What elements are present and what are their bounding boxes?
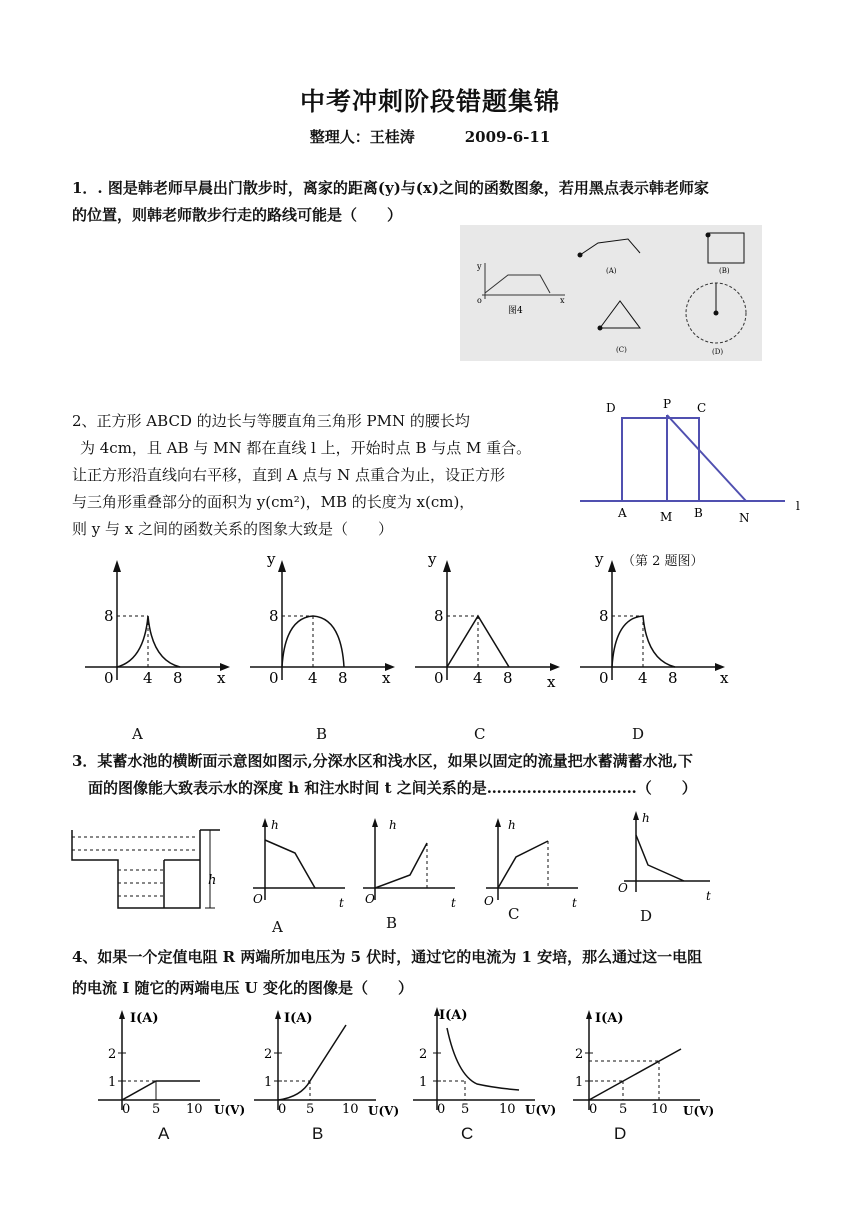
compiler: 整理人：王桂涛	[309, 128, 415, 146]
q4-c-ylabel: I(A)	[439, 1008, 468, 1023]
q4-option-d: D	[614, 1124, 627, 1143]
q2-option-d: D	[632, 725, 645, 743]
q2-graph-a	[80, 550, 250, 690]
q3-d-t: t	[706, 889, 711, 903]
q2-b-ytick: 8	[269, 607, 279, 625]
q1-line1: 1．. 图是韩老师早晨出门散步时，离家的距离(y)与(x)之间的函数图象，若用黑点表示韩老师家	[72, 179, 709, 197]
q1-axis-y: y	[477, 262, 482, 271]
q1-origin: o	[477, 296, 482, 305]
q4-c-ytick1: 1	[419, 1075, 428, 1090]
q3-b-h: h	[389, 818, 397, 832]
q2-d-xlabel: x	[720, 669, 729, 687]
q3-d-h: h	[642, 811, 650, 825]
q4-d-xlabel: U(V)	[683, 1104, 715, 1118]
q3-b-t: t	[451, 896, 456, 910]
q2-graph-b	[245, 550, 415, 690]
q2-option-a: A	[132, 725, 143, 743]
q1-option-d: (D)	[712, 348, 724, 356]
q4-d-xtick0: 0	[589, 1102, 598, 1117]
q4-c-xtick10: 10	[499, 1102, 516, 1117]
q4-c-xlabel: U(V)	[525, 1103, 557, 1117]
q2-d-ylabel: y	[595, 550, 604, 568]
q1-option-c: (C)	[616, 346, 627, 354]
q2-c-xlabel: x	[547, 673, 556, 690]
q4-a-ytick2: 2	[108, 1047, 117, 1062]
q4-a-ylabel: I(A)	[130, 1011, 159, 1026]
q2-point-n: N	[739, 511, 750, 525]
q4-d-xtick5: 5	[619, 1102, 628, 1117]
q3-option-a: A	[272, 918, 283, 936]
q4-d-ytick2: 2	[575, 1047, 584, 1062]
q4-graph-a	[90, 1005, 255, 1125]
q2-point-d: D	[606, 401, 616, 415]
q2-option-b: B	[316, 725, 328, 743]
q4-a-ytick1: 1	[108, 1075, 117, 1090]
q2-a-xlabel: x	[217, 669, 226, 687]
q3-pool-figure	[60, 810, 240, 920]
q2-b-ylabel: y	[267, 550, 276, 568]
q2-b-xtick4: 4	[308, 669, 318, 687]
q4-a-xtick5: 5	[152, 1102, 161, 1117]
q1-option-a: (A)	[606, 267, 617, 275]
q4-b-ytick2: 2	[264, 1047, 273, 1062]
q2-point-m: M	[660, 510, 673, 524]
q4-d-xtick10: 10	[651, 1102, 668, 1117]
q2-a-origin: 0	[104, 669, 114, 687]
q3-pool-h: h	[208, 873, 217, 888]
q2-a-ytick: 8	[104, 607, 114, 625]
q4-option-a: A	[158, 1124, 170, 1143]
q3-line1: 3．某蓄水池的横断面示意图如图示,分深水区和浅水区，如果以固定的流量把水蓄满蓄水池,下	[72, 752, 693, 770]
q3-line2: 面的图像能大致表示水的深度 h 和注水时间 t 之间关系的是…………………………（ ）	[88, 779, 697, 797]
q2-c-origin: 0	[434, 669, 444, 687]
q4-option-b: B	[312, 1124, 324, 1143]
q2-point-a: A	[618, 506, 627, 520]
q4-c-xtick0: 0	[437, 1102, 446, 1117]
q3-a-t: t	[339, 896, 344, 910]
q4-b-xtick10: 10	[342, 1102, 359, 1117]
q2-line2: 为 4cm，且 AB 与 MN 都在直线 l 上，开始时点 B 与点 M 重合。	[80, 439, 532, 457]
q2-c-ylabel: y	[428, 550, 437, 568]
q4-c-ytick2: 2	[419, 1047, 428, 1062]
q3-option-b: B	[386, 914, 398, 932]
q4-graph-b	[246, 1005, 416, 1125]
q2-caption: （第 2 题图）	[622, 554, 704, 569]
q3-option-c: C	[508, 905, 520, 923]
q2-c-ytick: 8	[434, 607, 444, 625]
q4-a-xtick0: 0	[122, 1102, 131, 1117]
q2-c-xtick4: 4	[473, 669, 483, 687]
q2-line5: 则 y 与 x 之间的函数关系的图象大致是（ ）	[72, 520, 394, 538]
q4-c-xtick5: 5	[461, 1102, 470, 1117]
q2-d-ytick: 8	[599, 607, 609, 625]
q4-d-ytick1: 1	[575, 1075, 584, 1090]
q2-b-xlabel: x	[382, 669, 391, 687]
q1-figure	[460, 225, 762, 361]
q4-b-xlabel: U(V)	[368, 1104, 400, 1118]
q4-graph-c	[405, 1000, 575, 1120]
date: 2009-6-11	[464, 128, 551, 146]
q4-line1: 4、如果一个定值电阻 R 两端所加电压为 5 伏时，通过它的电流为 1 安培，那么通过这一电阻	[72, 948, 703, 966]
q4-a-xtick10: 10	[186, 1102, 203, 1117]
q3-c-t: t	[572, 896, 577, 910]
q2-point-b: B	[694, 506, 703, 520]
q2-a-xtick8: 8	[173, 669, 183, 687]
q2-graph-c	[410, 550, 580, 690]
q4-b-ytick1: 1	[264, 1075, 273, 1090]
q3-c-h: h	[508, 818, 516, 832]
q1-option-b: (B)	[719, 267, 730, 275]
q3-graph-d	[610, 808, 720, 908]
q2-option-c: C	[474, 725, 486, 743]
q1-axis-x: x	[560, 296, 565, 305]
subtitle	[0, 126, 860, 147]
q3-graph-c	[478, 815, 588, 915]
q4-option-c: C	[461, 1124, 474, 1143]
q2-point-p: P	[663, 397, 672, 411]
q4-b-ylabel: I(A)	[284, 1011, 313, 1026]
q2-graph-d	[575, 550, 745, 690]
q1-line2: 的位置，则韩老师散步行走的路线可能是（ ）	[72, 206, 403, 224]
q3-a-o: O	[253, 892, 263, 906]
q4-graph-d	[565, 1005, 735, 1125]
q3-b-o: O	[365, 892, 375, 906]
q2-d-origin: 0	[599, 669, 609, 687]
page-title: 中考冲刺阶段错题集锦	[299, 87, 560, 116]
q2-line-l: l	[796, 499, 800, 513]
q4-b-xtick0: 0	[278, 1102, 287, 1117]
q2-c-xtick8: 8	[503, 669, 513, 687]
q4-b-xtick5: 5	[306, 1102, 315, 1117]
q1-fig-caption: 图4	[508, 306, 523, 316]
q4-a-xlabel: U(V)	[214, 1103, 246, 1117]
q2-figure	[570, 385, 820, 525]
q2-b-xtick8: 8	[338, 669, 348, 687]
q2-d-xtick8: 8	[668, 669, 678, 687]
q2-b-origin: 0	[269, 669, 279, 687]
q2-line4: 与三角形重叠部分的面积为 y(cm²)，MB 的长度为 x(cm)，	[72, 493, 475, 511]
q3-a-h: h	[271, 818, 279, 832]
q2-a-xtick4: 4	[143, 669, 153, 687]
q4-d-ylabel: I(A)	[595, 1011, 624, 1026]
q3-c-o: O	[484, 894, 494, 908]
q3-option-d: D	[640, 907, 653, 925]
q2-point-c: C	[697, 401, 707, 415]
q3-graph-a	[245, 815, 355, 915]
q4-line2: 的电流 I 随它的两端电压 U 变化的图像是（ ）	[72, 979, 413, 997]
q3-graph-b	[355, 815, 465, 915]
q3-d-o: O	[618, 881, 628, 895]
q2-line1: 2、正方形 ABCD 的边长与等腰直角三角形 PMN 的腰长均	[72, 412, 470, 430]
q2-d-xtick4: 4	[638, 669, 648, 687]
q2-line3: 让正方形沿直线向右平移，直到 A 点与 N 点重合为止，设正方形	[72, 466, 506, 484]
